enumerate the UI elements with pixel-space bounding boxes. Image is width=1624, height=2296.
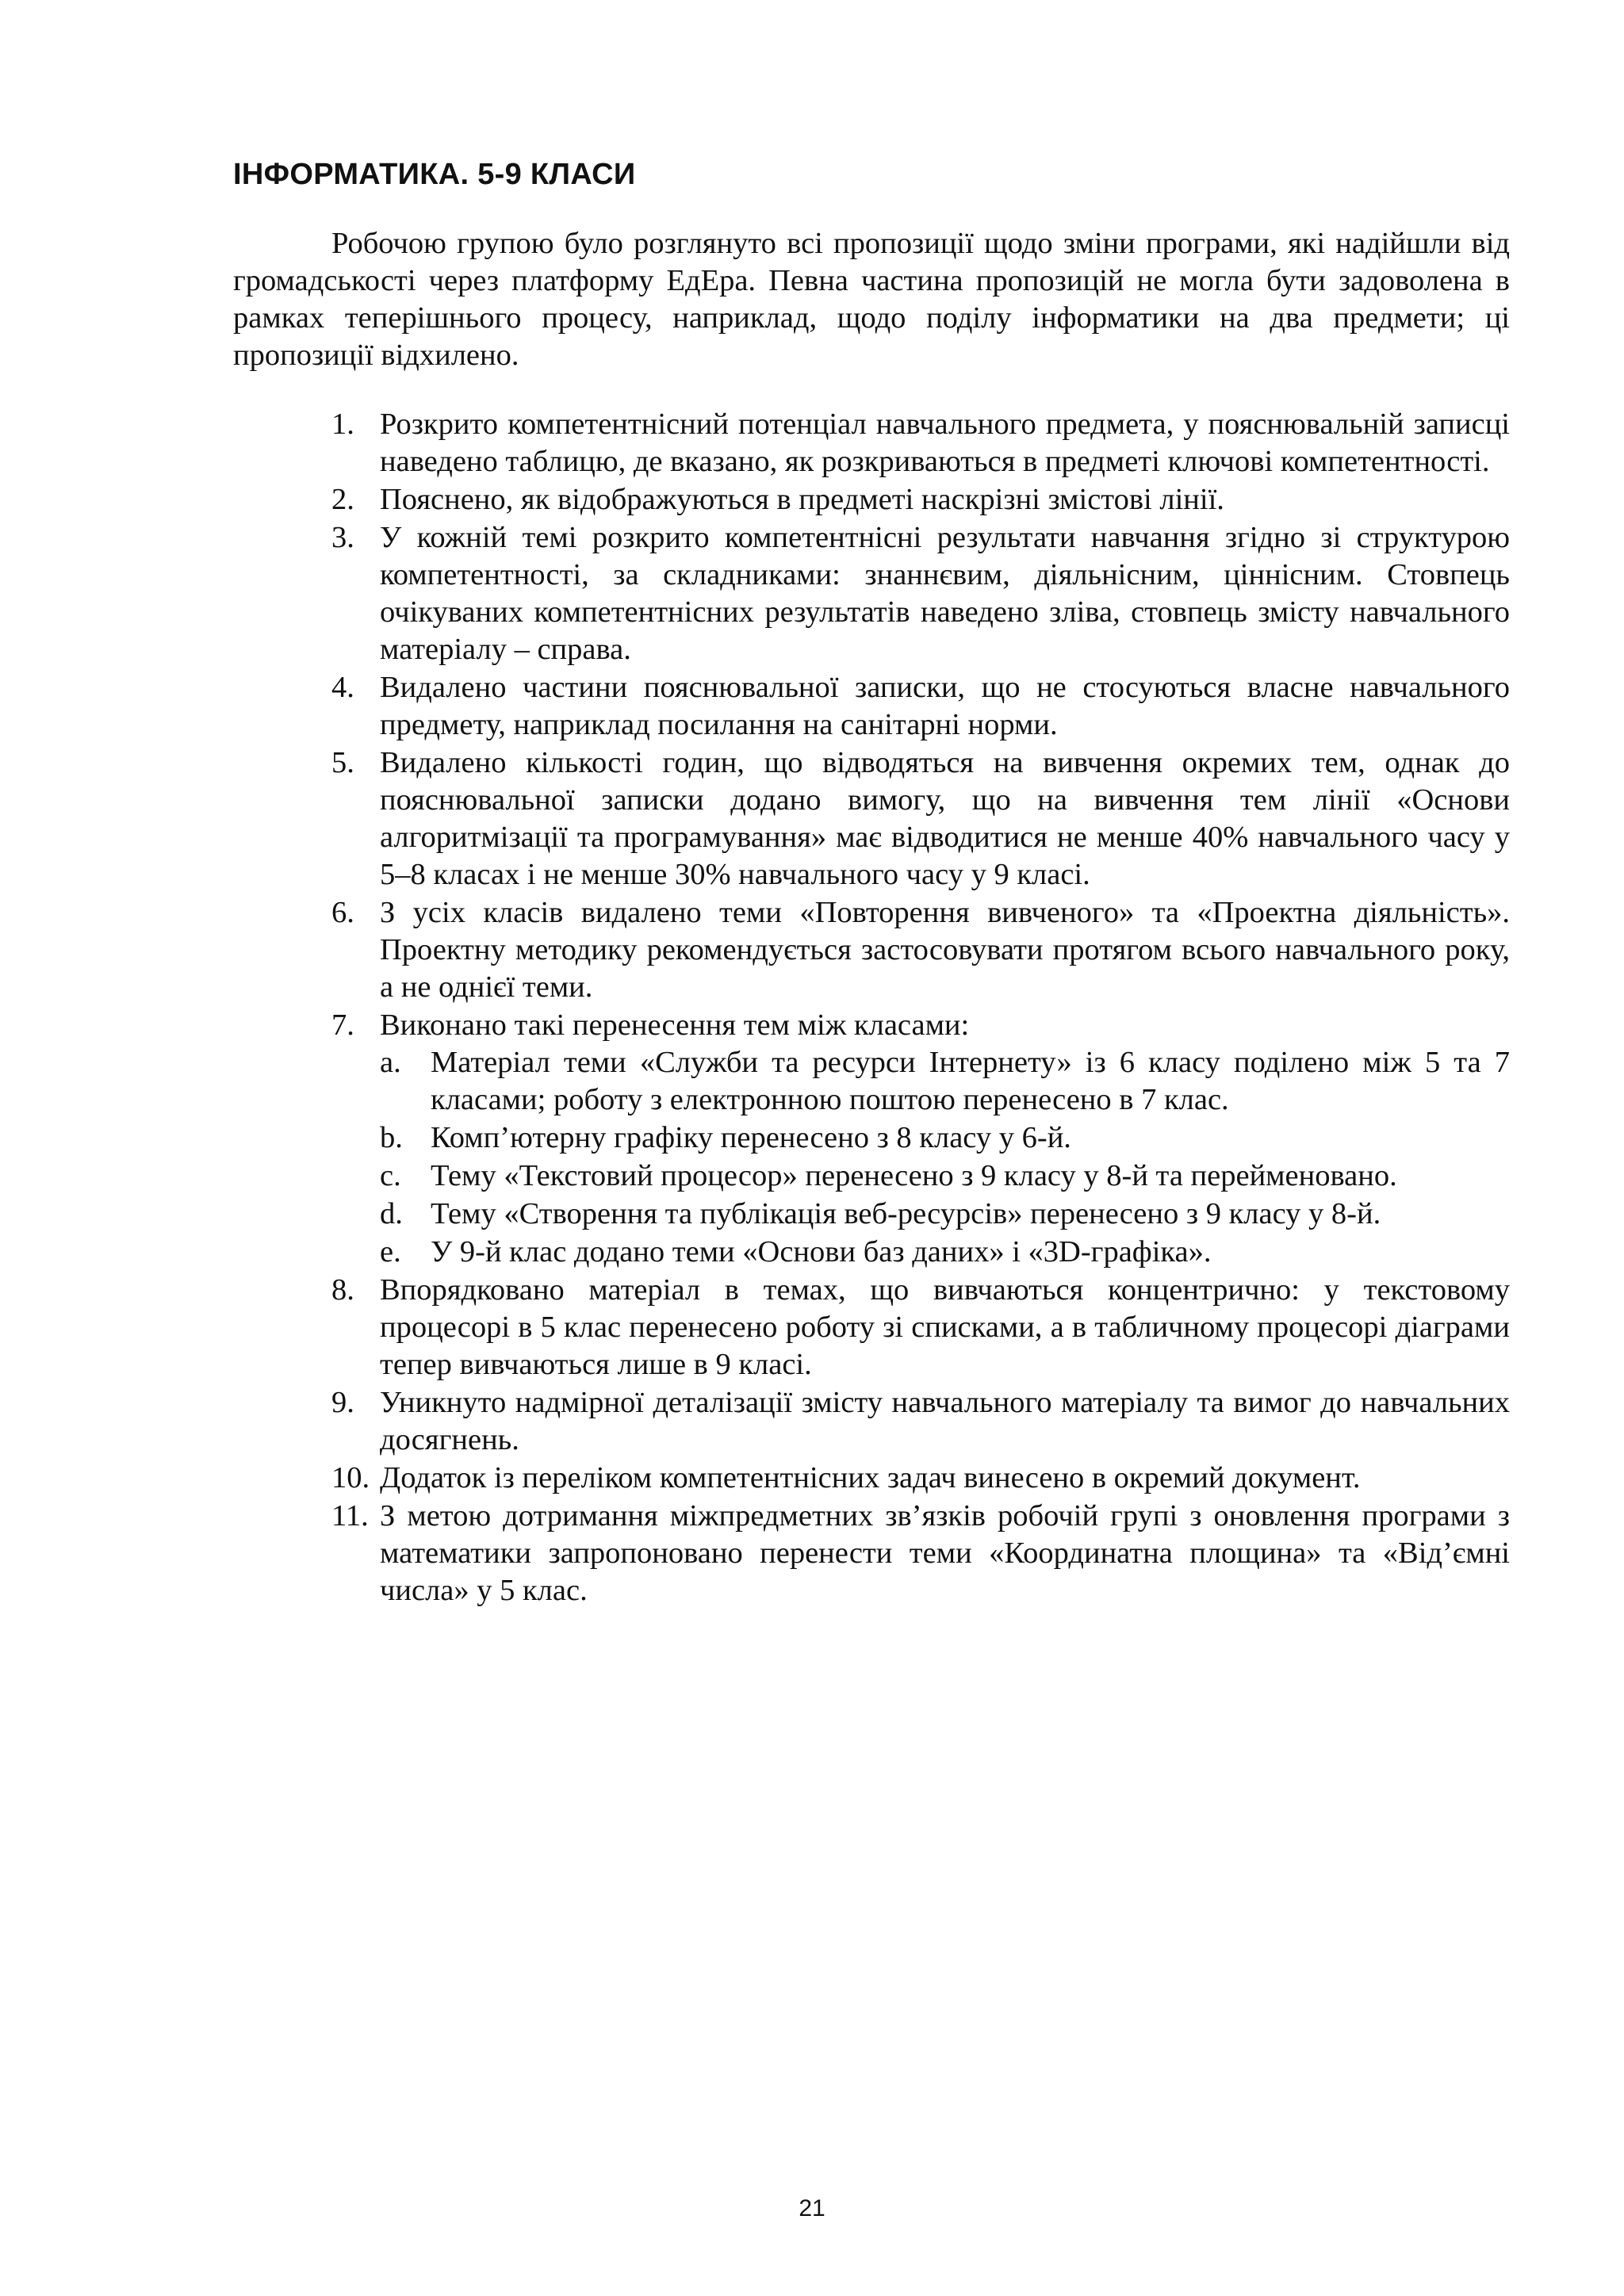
list-item-number: 10.	[331, 1461, 370, 1494]
sub-list-item	[380, 1158, 1510, 1195]
list-item-number: 3.	[331, 521, 354, 554]
list-item-text: У кожній темі розкрито компетентнісні результати навчання згідно зі структурою компетентності, за складниками: знаннєвим, діяльнісним, ціннісним. Стовпець очікуваних компетентнісних результатів наведено зліва, стовпець змісту навчального матеріалу – справа.	[380, 521, 1510, 666]
sub-list-item-letter: b.	[380, 1121, 403, 1154]
list-item-number: 2.	[331, 483, 354, 516]
sub-list-item-text: Комп’ютерну графіку перенесено з 8 класу у 6-й.	[431, 1121, 1071, 1154]
sub-list-item-letter: a.	[380, 1046, 401, 1079]
intro-paragraph: Робочою групою було розглянуто всі пропозиції щодо зміни програми, які надійшли від громадськості через платформу ЕдЕра. Певна частина пропозицій не могла бути задоволена в рамках теперішнього процесу, наприклад, щодо поділу інформатики на два предмети; ці пропозиції відхилено.	[233, 227, 1510, 372]
list-item-text: Додаток із переліком компетентнісних задач винесено в окремий документ.	[380, 1461, 1361, 1494]
list-item	[233, 1498, 1510, 1609]
list-item	[233, 669, 1510, 744]
list-item	[233, 406, 1510, 480]
sub-list-item-letter: d.	[380, 1197, 403, 1230]
list-item	[233, 894, 1510, 1006]
list-item-text: Видалено частини пояснювальної записки, що не стосуються власне навчального предмету, наприклад посилання на санітарні норми.	[380, 671, 1510, 741]
list-item-number: 1.	[331, 408, 354, 441]
sub-list	[380, 1044, 1510, 1271]
page-number: 21	[799, 2195, 825, 2221]
changes-list	[233, 406, 1510, 1610]
list-item-text: Видалено кількості годин, що відводяться на вивчення окремих тем, однак до пояснювальної записки додано вимогу, що на вивчення тем лінії «Основи алгоритмізації та програмування» має відводитися не менше 40% навчального часу у 5–8 класах і не менше 30% навчального часу у 9 класі.	[380, 746, 1510, 891]
sub-list-item-letter: e.	[380, 1235, 401, 1269]
list-item-text: Розкрито компетентнісний потенціал навчального предмета, у пояснювальній записці наведено таблицю, де вказано, як розкриваються в предметі ключові компетентності.	[380, 408, 1510, 478]
sub-list-item-letter: c.	[380, 1159, 401, 1192]
sub-list-item-text: Тему «Створення та публікація веб-ресурсів» перенесено з 9 класу у 8-й.	[431, 1197, 1381, 1230]
list-item	[233, 1460, 1510, 1497]
list-item	[233, 1272, 1510, 1383]
list-item-number: 11.	[331, 1499, 369, 1533]
sub-list-item-text: Тему «Текстовий процесор» перенесено з 9 класу у 8-й та перейменовано.	[431, 1159, 1397, 1192]
list-item	[233, 1384, 1510, 1459]
sub-list-item	[380, 1044, 1510, 1119]
list-item-text: З усіх класів видалено теми «Повторення вивченого» та «Проектна діяльність». Проектну методику рекомендується застосовувати протягом всього навчального року, а не однієї теми.	[380, 896, 1510, 1004]
list-item	[233, 481, 1510, 519]
sub-list-item-text: Матеріал теми «Служби та ресурси Інтернету» із 6 класу поділено між 5 та 7 класами; роботу з електронною поштою перенесено в 7 клас.	[431, 1046, 1510, 1116]
list-item	[233, 519, 1510, 668]
list-item-number: 8.	[331, 1273, 354, 1307]
sub-list-item	[380, 1196, 1510, 1233]
list-item-number: 6.	[331, 896, 354, 929]
list-item-text: Виконано такі перенесення тем між класами:	[380, 1008, 970, 1042]
list-item-text: З метою дотримання міжпредметних зв’язків робочій групі з оновлення програми з математики запропоновано перенести теми «Координатна площина» та «Від’ємні числа» у 5 клас.	[380, 1499, 1510, 1607]
list-item-text: Впорядковано матеріал в темах, що вивчаються концентрично: у текстовому процесорі в 5 клас перенесено роботу зі списками, а в табличному процесорі діаграми тепер вивчаються лише в 9 класі.	[380, 1273, 1510, 1381]
list-item-text: Пояснено, як відображуються в предметі наскрізні змістові лінії.	[380, 483, 1224, 516]
list-item-number: 7.	[331, 1008, 354, 1042]
list-item	[233, 744, 1510, 894]
list-item-number: 5.	[331, 746, 354, 779]
sub-list-item	[380, 1119, 1510, 1157]
section-heading: ІНФОРМАТИКА. 5-9 КЛАСИ	[233, 158, 636, 191]
list-item-text: Уникнуто надмірної деталізації змісту навчального матеріалу та вимог до навчальних досягнень.	[380, 1386, 1510, 1456]
sub-list-item	[380, 1234, 1510, 1271]
list-item-number: 4.	[331, 671, 354, 704]
list-item	[233, 1007, 1510, 1271]
list-item-number: 9.	[331, 1386, 354, 1419]
sub-list-item-text: У 9-й клас додано теми «Основи баз даних» і «3D-графіка».	[431, 1235, 1212, 1269]
